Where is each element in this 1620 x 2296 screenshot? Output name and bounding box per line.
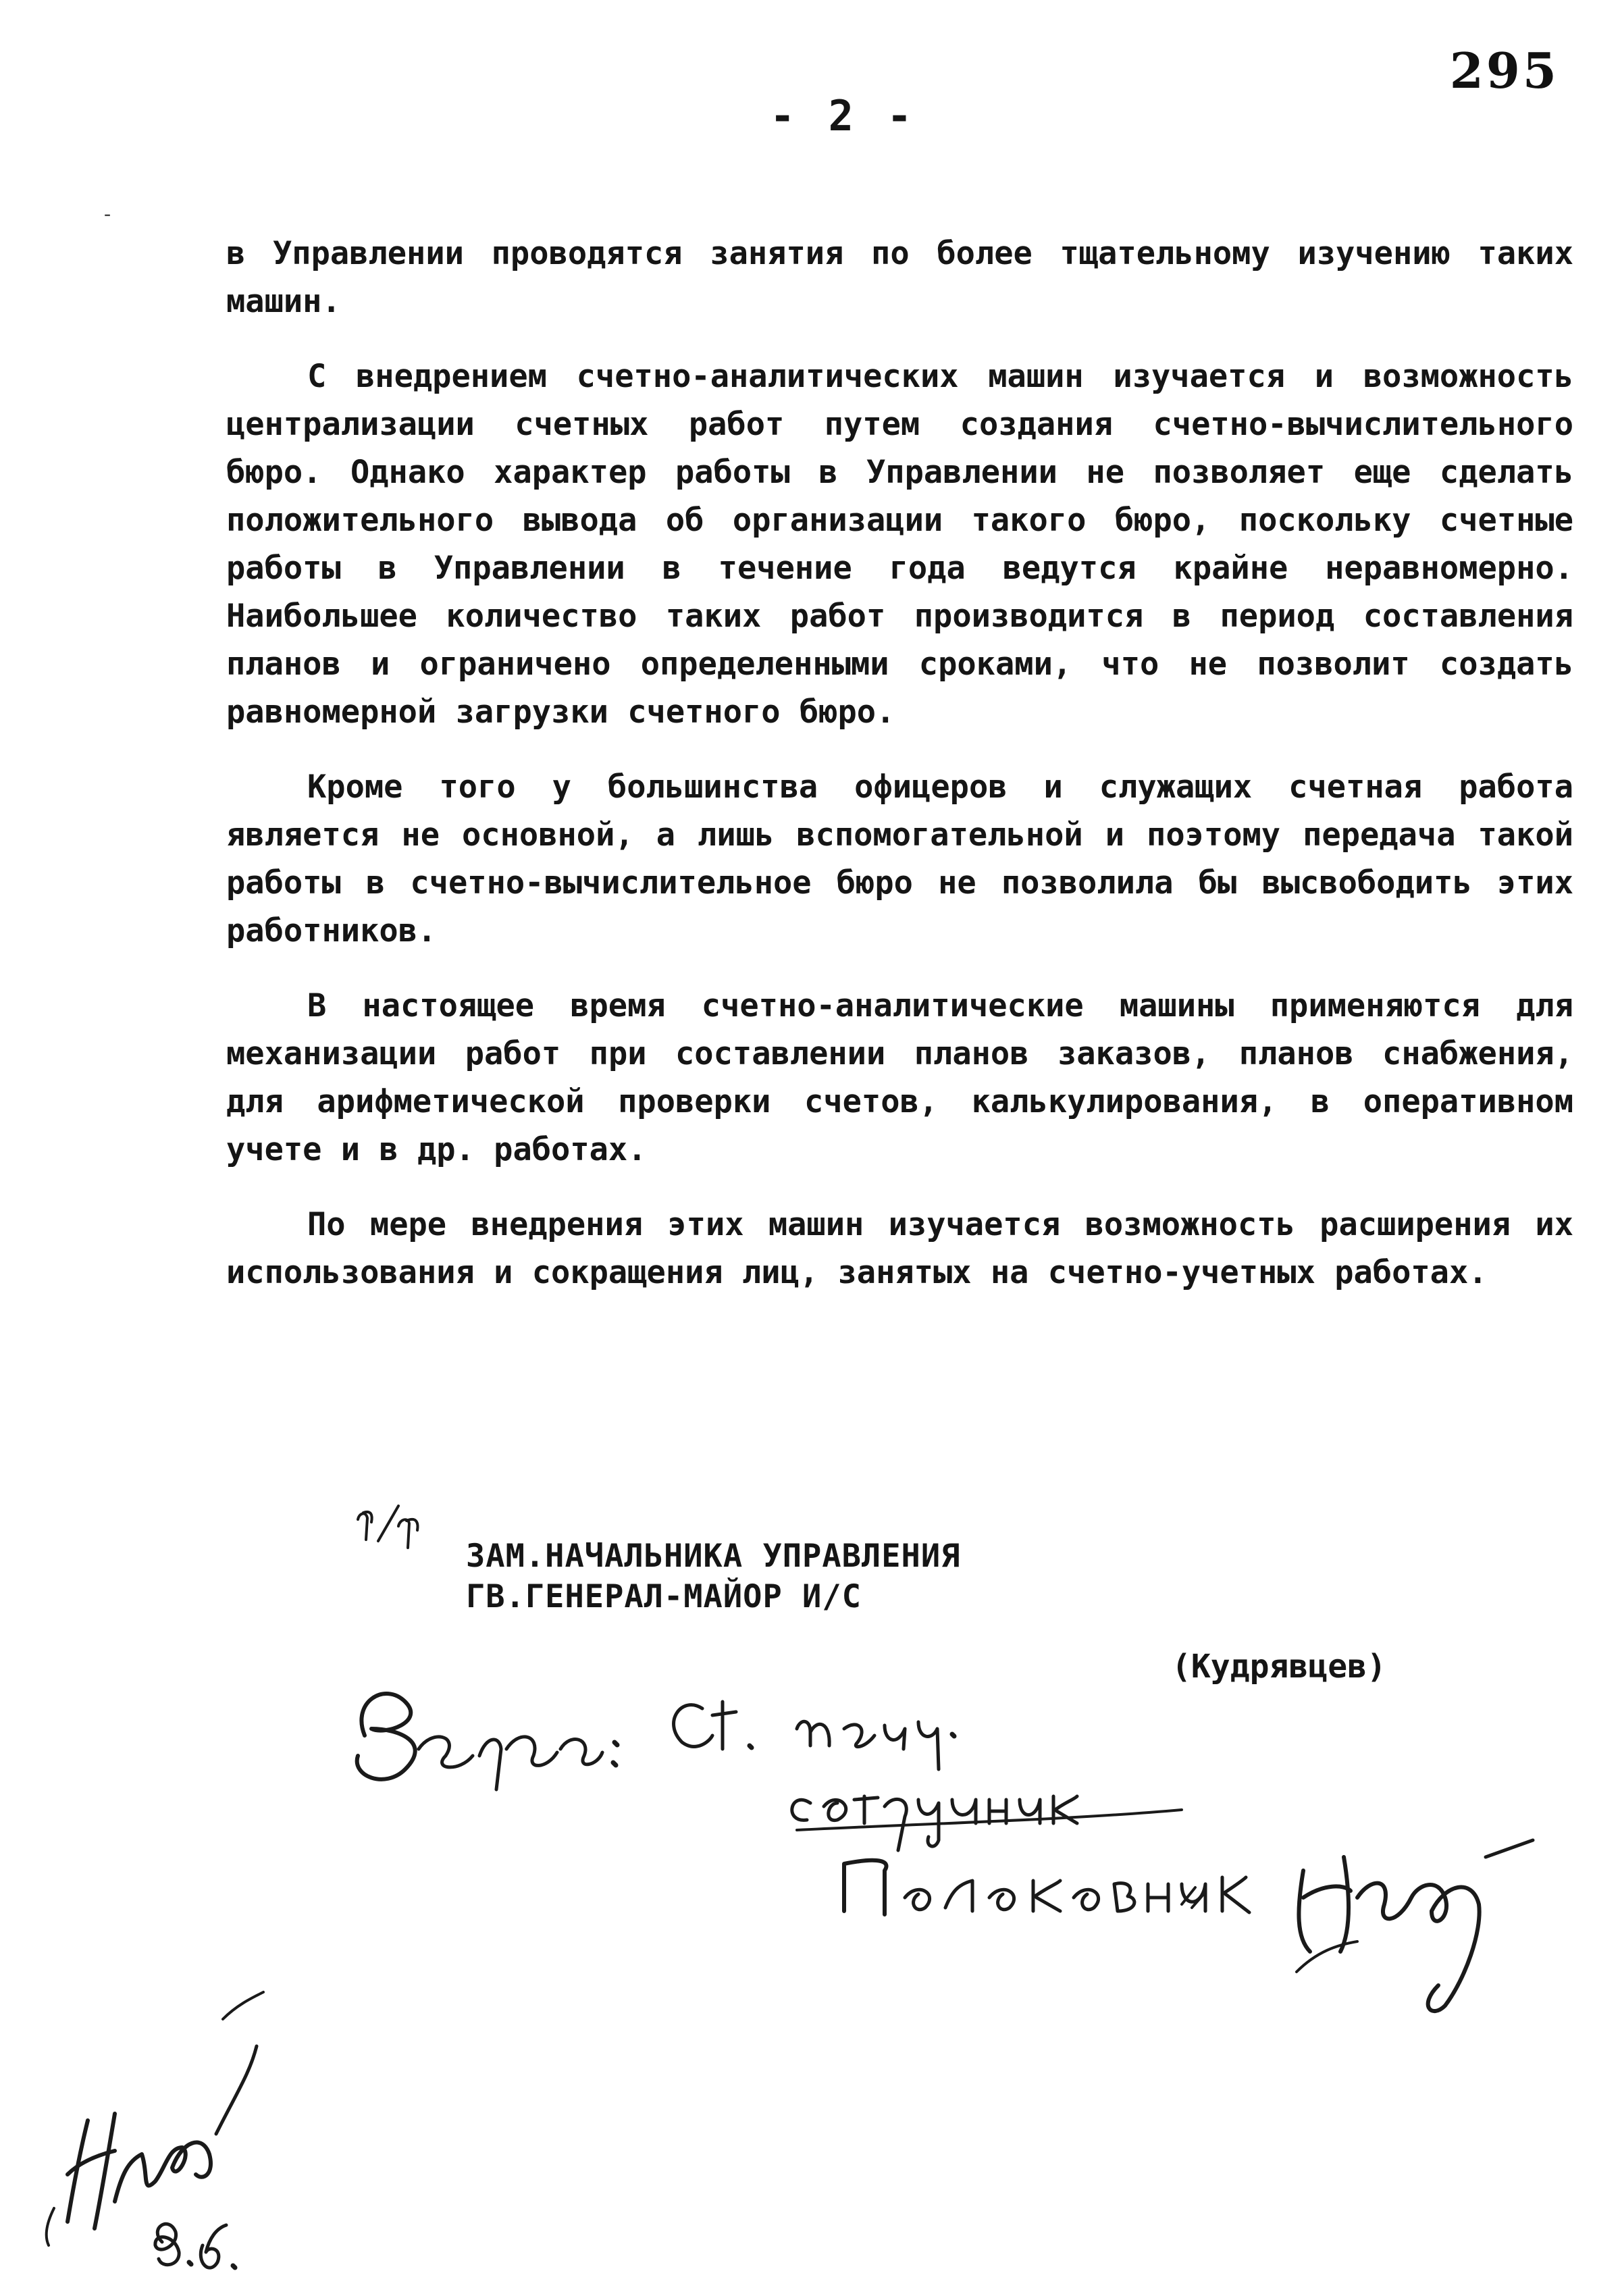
pp-handwritten-mark [351, 1492, 432, 1553]
margin-mark: - [101, 203, 114, 226]
signature-block [466, 1536, 960, 1617]
paragraph-5: По мере внедрения этих машин изучается возможность расширения их использования и сокращения лиц, занятых на счетно-учетных работах. [226, 1206, 1573, 1291]
signer-name: (Кудрявцев) [1172, 1648, 1386, 1686]
paragraph-2: С внедрением счетно-аналитических машин изучается и возможность централизации счетных работ путем создания счетно-вычислительного бюро. Однако характер работы в Управлении не позволяет еще сделать положительного вывода об организации такого бюро, поскольку счетные работы в Управлении в течение года ведутся крайне неравномерно. Наибольшее количество таких работ производится в период составления планов и ограничено определенными сроками, что не позволит создать равномерной загрузки счетного бюро. [226, 358, 1573, 731]
handwritten-certification [324, 1654, 1540, 2033]
signer-position-line-1: ЗАМ.НАЧАЛЬНИКА УПРАВЛЕНИЯ [466, 1538, 961, 1575]
page-number: - 2 - [770, 91, 916, 140]
paragraph-1: в Управлении проводятся занятия по более тщательному изучению таких машин. [226, 235, 1573, 320]
document-body [226, 230, 1573, 1324]
paragraph-4: В настоящее время счетно-аналитические машины применяются для механизации работ при составлении планов заказов, планов снабжения, для арифметической проверки счетов, калькулирования, в оперативном учете и в др. работах. [226, 987, 1573, 1168]
archive-page-number: 295 [1449, 42, 1559, 99]
paragraph-3: Кроме того у большинства офицеров и служащих счетная работа является не основной, а лишь вспомогательной и поэтому передача такой работы в счетно-вычислительное бюро не позволила бы высвободить этих работников. [226, 768, 1573, 949]
signer-position-line-2: ГВ.ГЕНЕРАЛ-МАЙОР И/С [466, 1578, 862, 1615]
handwritten-visa [41, 1979, 270, 2296]
